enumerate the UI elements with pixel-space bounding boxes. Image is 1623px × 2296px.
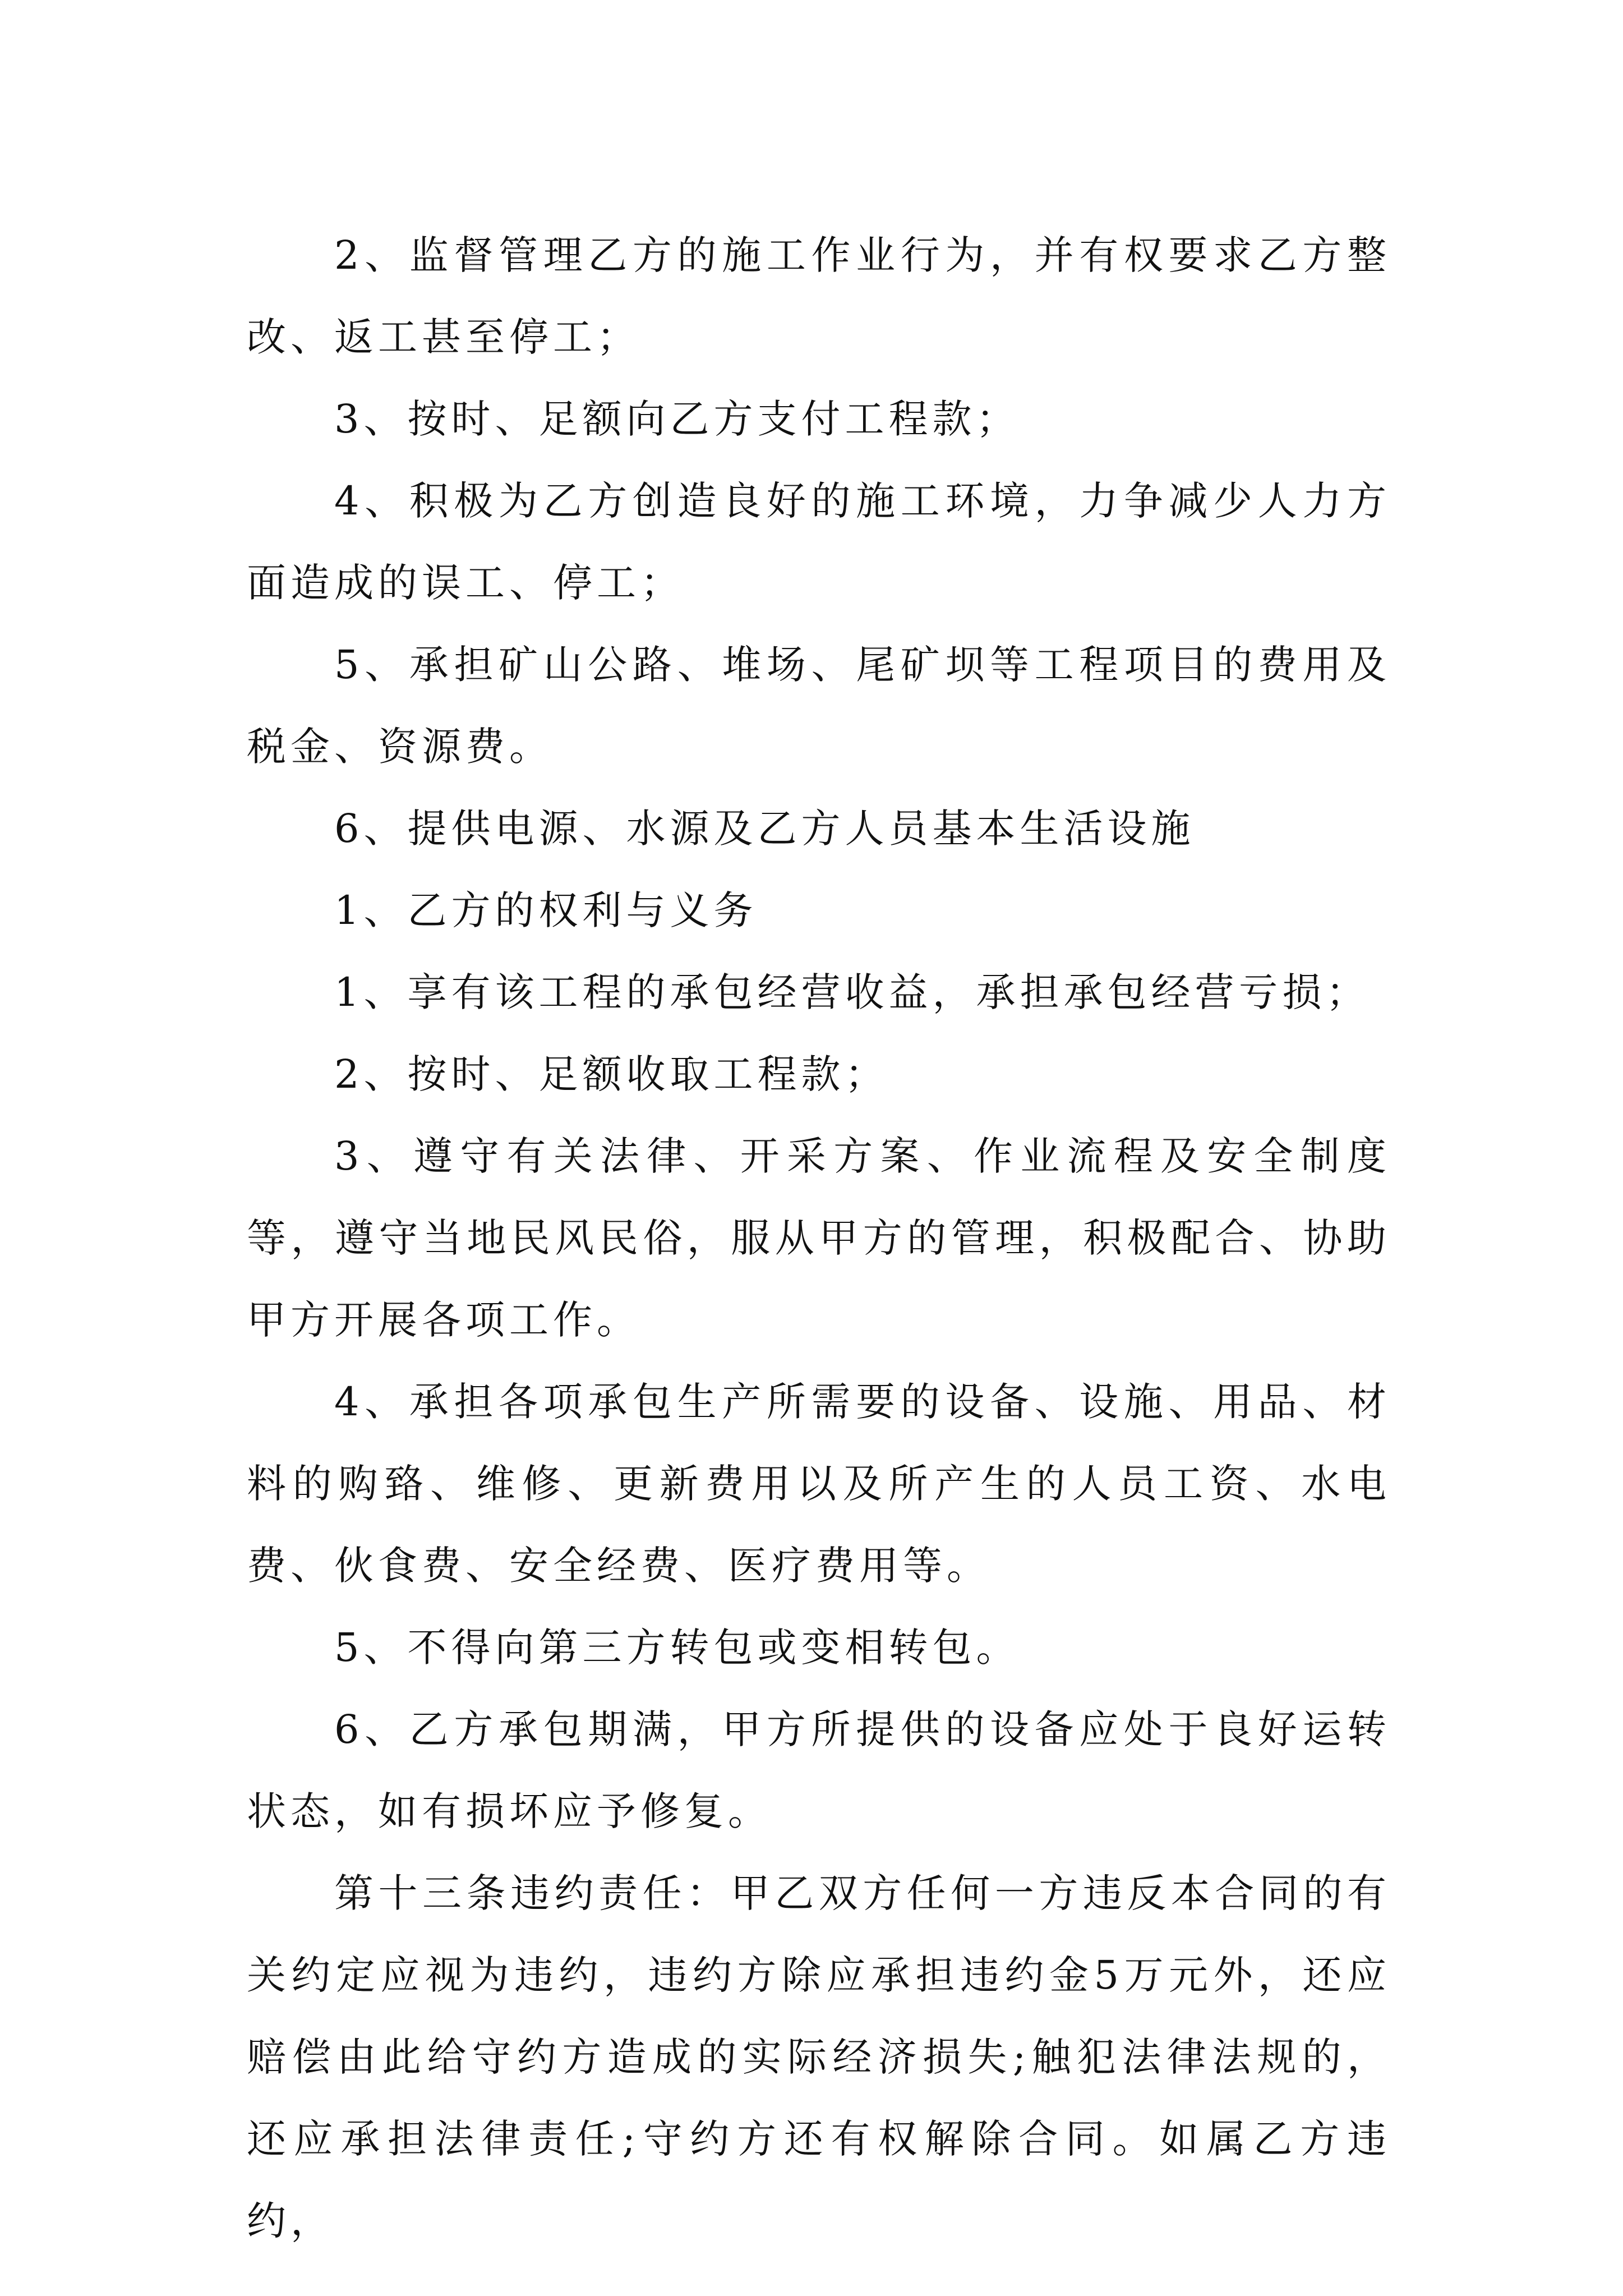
paragraph-party-b-item-6: 6、乙方承包期满，甲方所提供的设备应处于良好运转状态，如有损坏应予修复。 [247, 1706, 1391, 1834]
document-body [247, 214, 1391, 2262]
paragraph-party-b-item-2: 2、按时、足额收取工程款； [334, 1051, 889, 1097]
paragraph-party-b-item-3: 3、遵守有关法律、开采方案、作业流程及安全制度等，遵守当地民风民俗，服从甲方的管理，积极配合、协助甲方开展各项工作。 [247, 1133, 1391, 1343]
paragraph-party-b-item-5: 5、不得向第三方转包或变相转包。 [334, 1625, 1020, 1671]
paragraph-party-a-item-6: 6、提供电源、水源及乙方人员基本生活设施 [334, 806, 1195, 852]
section-heading-party-b: 1、乙方的权利与义务 [334, 887, 758, 933]
paragraph-party-a-item-2: 2、监督管理乙方的施工作业行为，并有权要求乙方整改、返工甚至停工； [247, 232, 1391, 360]
paragraph-party-b-item-4: 4、承担各项承包生产所需要的设备、设施、用品、材料的购臵、维修、更新费用以及所产生的人员工资、水电费、伙食费、安全经费、医疗费用等。 [247, 1379, 1391, 1589]
paragraph-party-a-item-5: 5、承担矿山公路、堆场、尾矿坝等工程项目的费用及税金、资源费。 [247, 642, 1391, 770]
paragraph-party-b-item-1: 1、享有该工程的承包经营收益，承担承包经营亏损； [334, 969, 1370, 1015]
paragraph-party-a-item-3: 3、按时、足额向乙方支付工程款； [334, 396, 1020, 442]
paragraph-party-a-item-4: 4、积极为乙方创造良好的施工环境，力争减少人力方面造成的误工、停工； [247, 478, 1391, 606]
paragraph-article-13-liability: 第十三条违约责任：甲乙双方任何一方违反本合同的有关约定应视为违约，违约方除应承担违约金5万元外，还应赔偿由此给守约方造成的实际经济损失;触犯法律法规的，还应承担法律责任;守约方还有权解除合同。如属乙方违约， [247, 1870, 1391, 2244]
